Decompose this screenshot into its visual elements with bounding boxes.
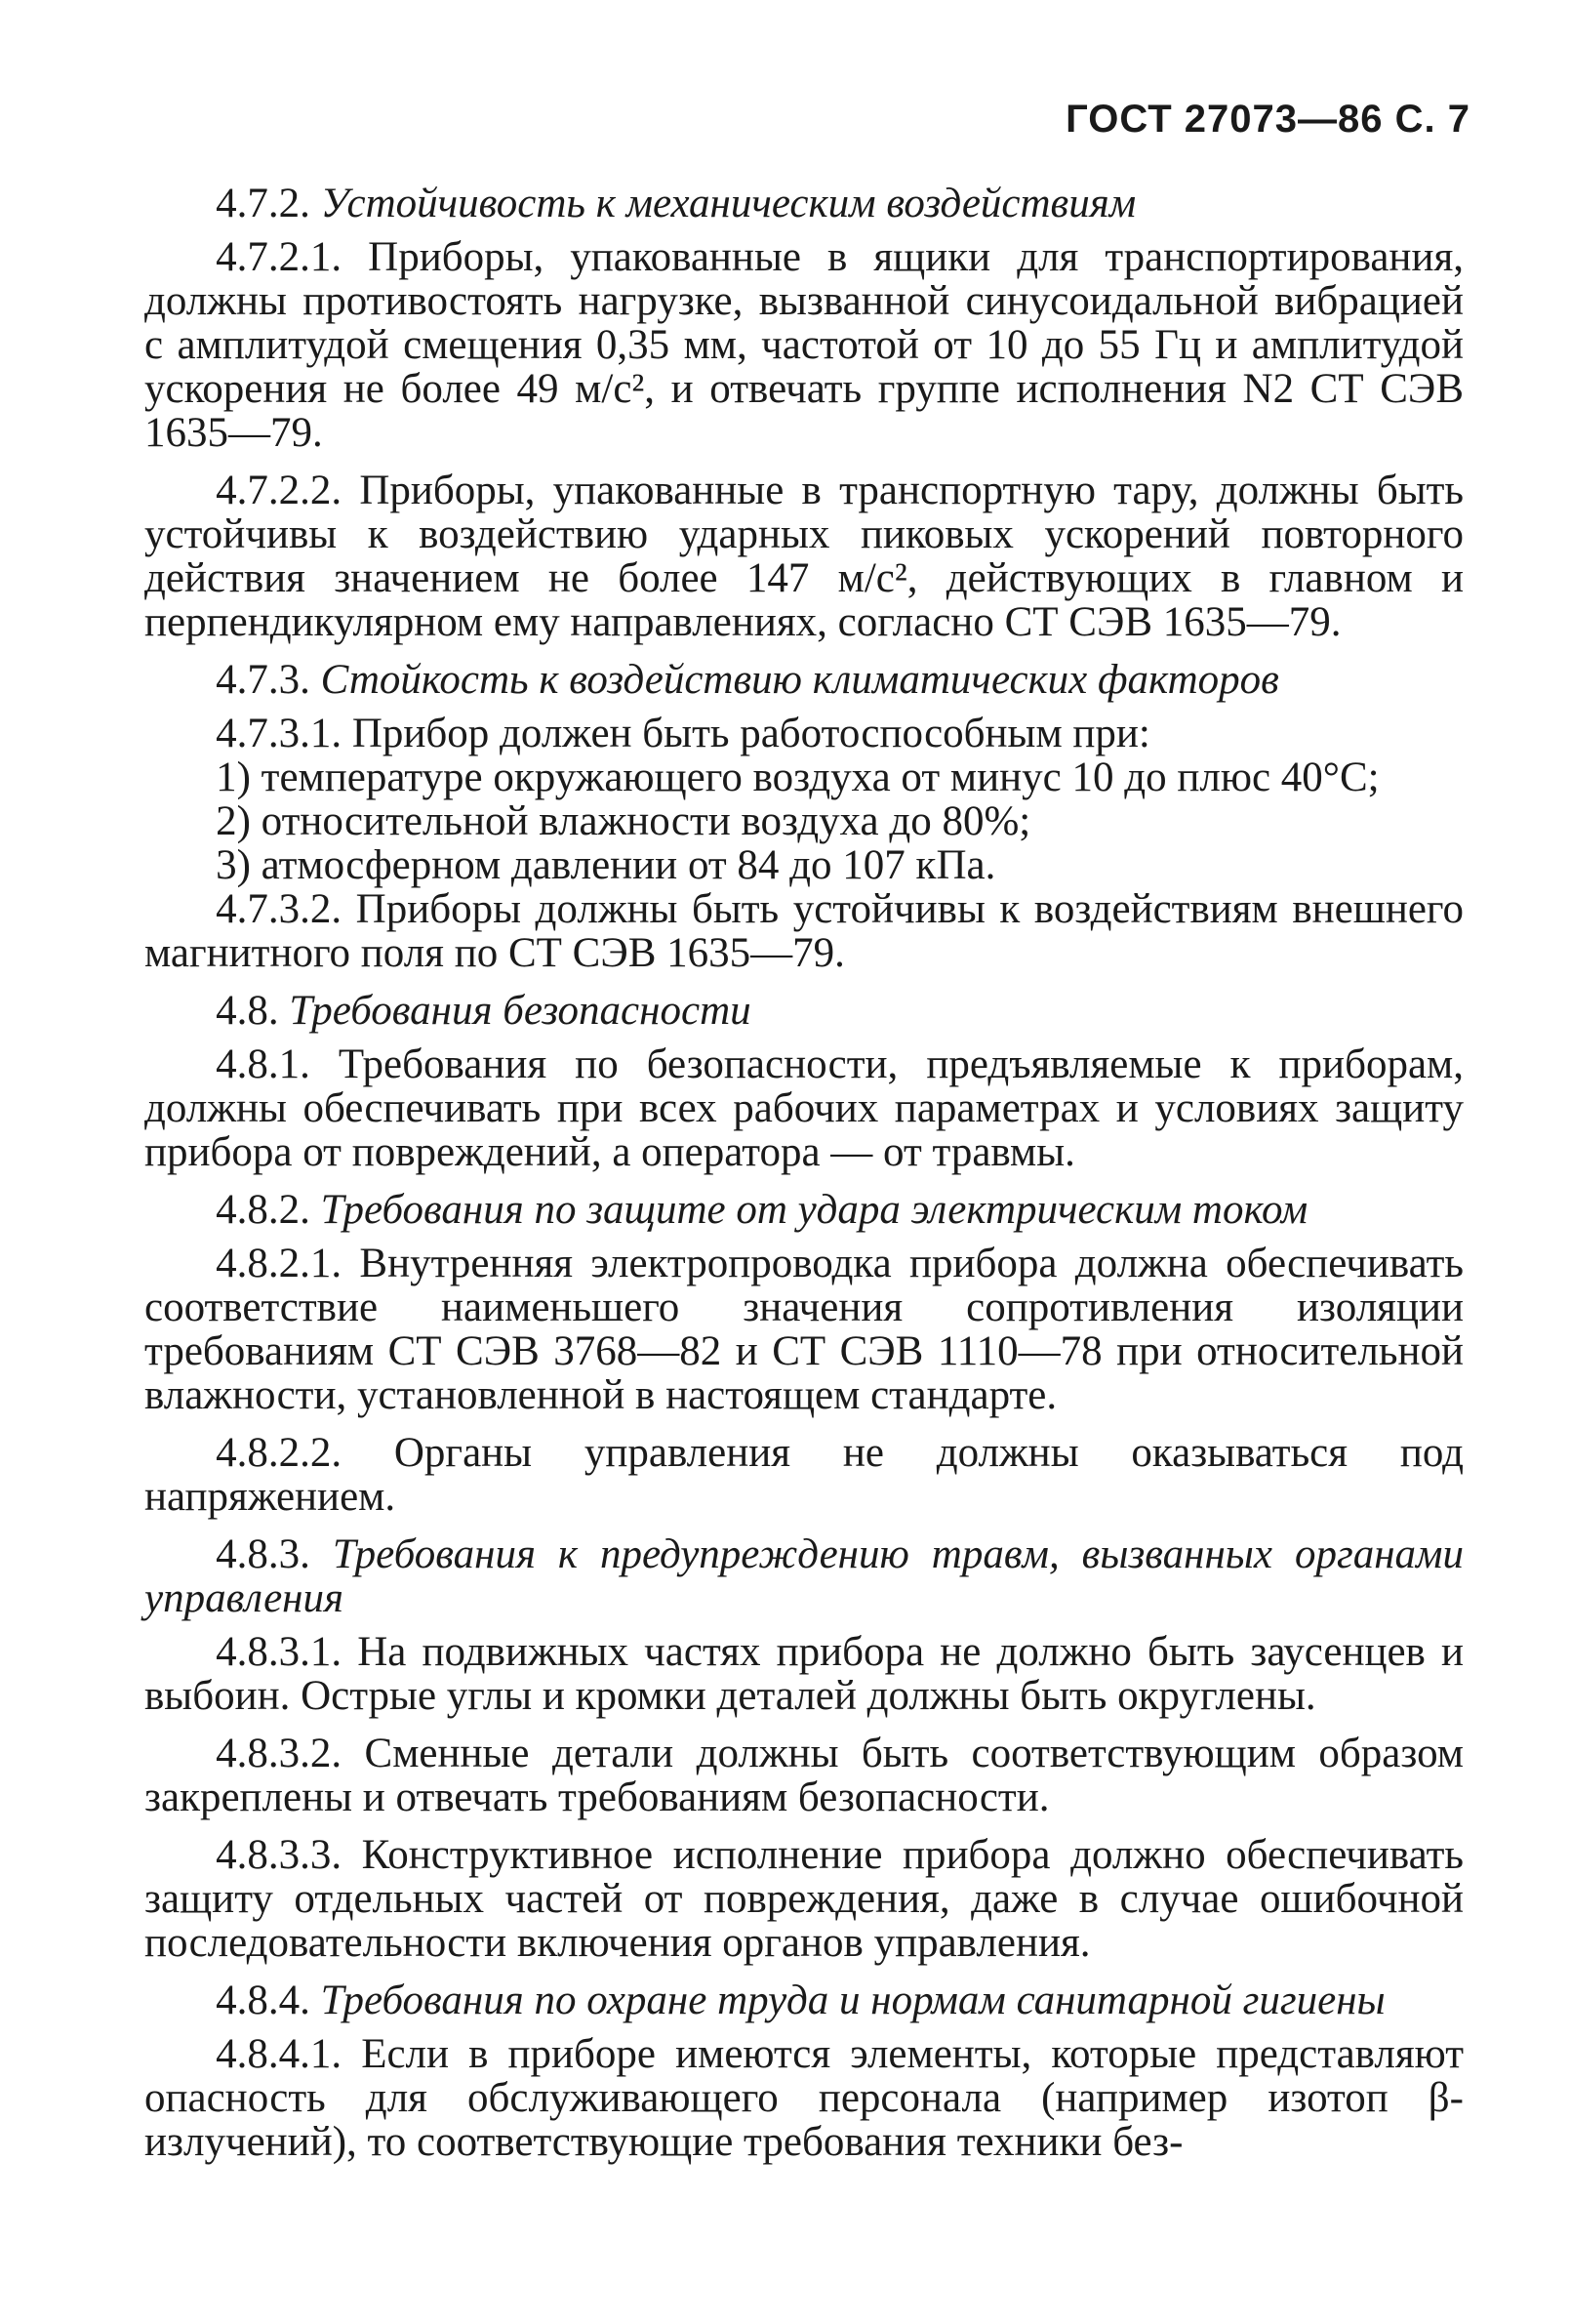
section-number: 4.8.2. bbox=[216, 1187, 310, 1233]
section-title: Устойчивость к механическим воздействиям bbox=[320, 181, 1137, 226]
paragraph-4-8-1: 4.8.1. Требования по безопасности, предъявляемые к приборам, должны обеспечивать при всех рабочих параметрах и условиях защиту прибора от повреждений, а оператора — от травмы. bbox=[144, 1041, 1464, 1175]
paragraph-4-8-2-1: 4.8.2.1. Внутренняя электропроводка прибора должна обеспечивать соответствие наименьшего значения сопротивления изоляции требованиям СТ СЭВ 3768—82 и СТ СЭВ 1110—78 при относительной влажности, установленной в настоящем стандарте. bbox=[144, 1241, 1464, 1418]
paragraph-4-7-3-2: 4.7.3.2. Приборы должны быть устойчивы к воздействиям внешнего магнитного поля по СТ СЭВ 1635—79. bbox=[144, 886, 1464, 976]
paragraph-4-8-2-2: 4.8.2.2. Органы управления не должны оказываться под напряжением. bbox=[144, 1430, 1464, 1520]
section-title: Требования по охране труда и нормам санитарной гигиены bbox=[320, 1977, 1386, 2023]
paragraph-4-7-3-1: 4.7.3.1. Прибор должен быть работоспособным при: bbox=[216, 711, 1150, 756]
paragraph-4-7-2-2: 4.7.2.2. Приборы, упакованные в транспортную тару, должны быть устойчивы к воздействию ударных пиковых ускорений повторного действия значением не более 147 м/с², действующих в главном и перпендикулярном ему направлениях, согласно СТ СЭВ 1635—79. bbox=[144, 468, 1464, 645]
paragraph-4-8-4-1: 4.8.4.1. Если в приборе имеются элементы, которые представляют опасность для обслуживающего персонала (например изотоп β-излучений), то соответствующие требования техники без- bbox=[144, 2031, 1464, 2165]
list-item-2: 2) относительной влажности воздуха до 80%; bbox=[216, 798, 1031, 844]
section-title: Требования безопасности bbox=[289, 988, 751, 1034]
section-heading-4-8 bbox=[144, 989, 1464, 1033]
section-title: Стойкость к воздействию климатических факторов bbox=[320, 657, 1279, 703]
document-body bbox=[144, 182, 1464, 2164]
paragraph-4-8-3-2: 4.8.3.2. Сменные детали должны быть соответствующим образом закреплены и отвечать требованиям безопасности. bbox=[144, 1731, 1464, 1820]
section-heading-4-7-2 bbox=[144, 182, 1464, 225]
section-heading-4-8-4 bbox=[144, 1978, 1464, 2022]
section-heading-4-8-2 bbox=[144, 1188, 1464, 1232]
section-title: Требования к предупреждению травм, вызванных органами управления bbox=[144, 1531, 1465, 1621]
section-number: 4.7.3. bbox=[216, 657, 310, 703]
section-number: 4.7.2. bbox=[216, 181, 310, 226]
running-header: ГОСТ 27073—86 С. 7 bbox=[1066, 98, 1470, 141]
section-number: 4.8. bbox=[216, 988, 279, 1034]
paragraph-4-8-3-3: 4.8.3.3. Конструктивное исполнение прибора должно обеспечивать защиту отдельных частей от повреждения, даже в случае ошибочной последовательности включения органов управления. bbox=[144, 1832, 1464, 1966]
section-heading-4-8-3 bbox=[144, 1532, 1464, 1620]
section-heading-4-7-3 bbox=[144, 658, 1464, 702]
paragraph-4-7-2-1: 4.7.2.1. Приборы, упакованные в ящики для транспортирования, должны противостоять нагрузке, вызванной синусоидальной вибрацией с амплитудой смещения 0,35 мм, частотой от 10 до 55 Гц и амплитудой ускорения не более 49 м/с², и отвечать группе исполнения N2 СТ СЭВ 1635—79. bbox=[144, 234, 1464, 456]
section-number: 4.8.4. bbox=[216, 1977, 310, 2023]
list-item-1: 1) температуре окружающего воздуха от минус 10 до плюс 40°С; bbox=[216, 754, 1380, 800]
paragraph-4-8-3-1: 4.8.3.1. На подвижных частях прибора не должно быть заусенцев и выбоин. Острые углы и кромки деталей должны быть округлены. bbox=[144, 1629, 1464, 1719]
section-number: 4.8.3. bbox=[216, 1531, 310, 1577]
list-item-3: 3) атмосферном давлении от 84 до 107 кПа. bbox=[216, 842, 996, 888]
section-title: Требования по защите от удара электрическим током bbox=[320, 1187, 1308, 1233]
